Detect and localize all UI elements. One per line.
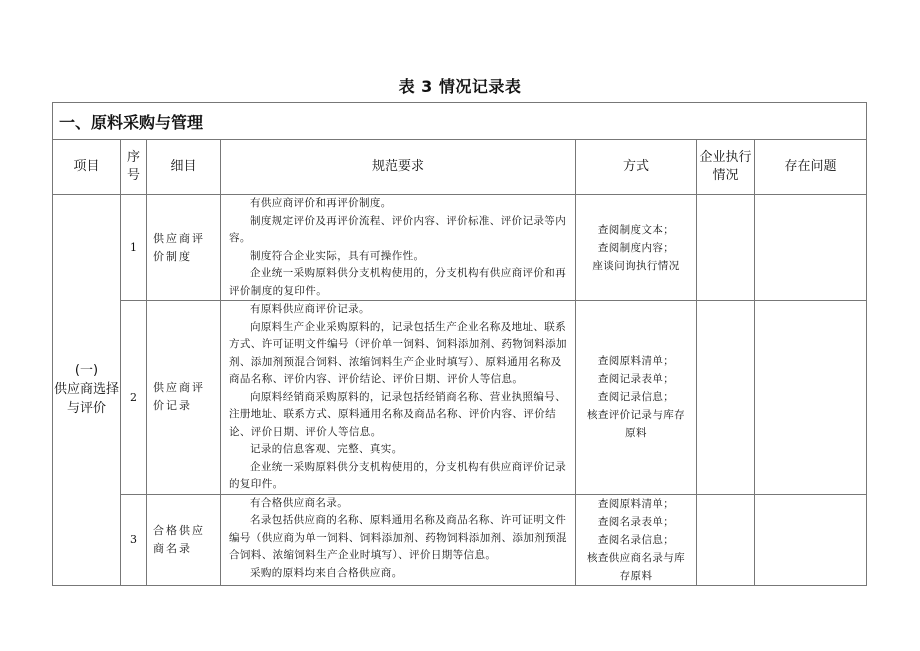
- requirement-line: 名录包括供应商的名称、原料通用名称及商品名称、许可证明文件编号（供应商为单一饲料、饲料添加剂、药物饲料添加剂、添加剂预混合饲料、浓缩饲料生产企业时填写）、评价日期等信息。: [229, 514, 567, 561]
- requirement-line: 有原料供应商评价记录。: [250, 303, 370, 315]
- table-row: [53, 301, 867, 495]
- section-heading: 一、原料采购与管理: [53, 103, 867, 140]
- row-requirements: [221, 301, 576, 495]
- requirement-line: 企业统一采购原料供分支机构使用的，分支机构有供应商评价记录的复印件。: [229, 460, 567, 490]
- row-methods: [576, 195, 697, 301]
- method-line: 查阅名录表单；: [597, 515, 675, 528]
- row-requirements: [221, 494, 576, 585]
- status-cell[interactable]: [697, 301, 755, 495]
- method-line: 原料: [625, 427, 647, 440]
- header-requirement: 规范要求: [221, 140, 576, 195]
- header-status: 企业执行情况: [697, 140, 755, 195]
- requirement-line: 向原料生产企业采购原料的，记录包括生产企业名称及地址、联系方式、许可证明文件编号（评价单一饲料、饲料添加剂、药物饲料添加剂、添加剂预混合饲料、浓缩饲料生产企业时填写）、原料通用名称及商品名称、评价内容、评价结论、评价日期、评价人等信息。: [229, 320, 567, 385]
- group-cell: [53, 195, 121, 586]
- method-line: 座谈问询执行情况: [592, 259, 680, 272]
- header-method: 方式: [576, 140, 697, 195]
- requirement-line: 有合格供应商名录。: [250, 496, 349, 509]
- header-issues: 存在问题: [755, 140, 867, 195]
- row-seq: 3: [121, 494, 147, 585]
- method-line: 核查评价记录与库存: [586, 409, 686, 422]
- status-cell[interactable]: [697, 195, 755, 301]
- row-seq: 2: [121, 301, 147, 495]
- method-line: 查阅原料清单；: [597, 497, 675, 510]
- row-methods: [576, 301, 697, 495]
- issues-cell[interactable]: [755, 301, 867, 495]
- header-seq: 序号: [121, 140, 147, 195]
- method-line: 存原料: [619, 569, 653, 582]
- header-detail: 细目: [147, 140, 221, 195]
- row-requirements: [221, 195, 576, 301]
- requirement-line: 采购的原料均来自合格供应商。: [250, 566, 403, 579]
- method-line: 查阅名录信息；: [597, 533, 675, 546]
- row-seq: 1: [121, 195, 147, 301]
- method-line: 查阅制度文本；: [597, 223, 675, 236]
- issues-cell[interactable]: [755, 494, 867, 585]
- group-number: (一): [74, 363, 99, 379]
- table-title: 表 3 情况记录表: [398, 77, 522, 96]
- method-line: 核查供应商名录与库: [586, 551, 686, 564]
- table-row: [53, 195, 867, 301]
- method-line: 查阅制度内容；: [597, 241, 675, 254]
- requirement-line: 制度规定评价及再评价流程、评价内容、评价标准、评价记录等内容。: [229, 214, 567, 244]
- requirement-line: 制度符合企业实际，具有可操作性。: [250, 249, 425, 262]
- group-name: 供应商选择与评价: [53, 382, 119, 417]
- method-line: 查阅记录表单；: [597, 373, 675, 386]
- method-line: 查阅记录信息；: [597, 391, 675, 404]
- issues-cell[interactable]: [755, 195, 867, 301]
- status-cell[interactable]: [697, 494, 755, 585]
- method-line: 查阅原料清单；: [597, 355, 675, 368]
- row-item: 供应商评价记录: [147, 301, 221, 495]
- requirement-line: 记录的信息客观、完整、真实。: [250, 443, 403, 455]
- header-project: 项目: [53, 140, 121, 195]
- requirement-line: 企业统一采购原料供分支机构使用的，分支机构有供应商评价和再评价制度的复印件。: [229, 267, 567, 297]
- row-methods: [576, 494, 697, 585]
- row-item: 合格供应商名录: [147, 494, 221, 585]
- row-item: 供应商评价制度: [147, 195, 221, 301]
- requirement-line: 向原料经销商采购原料的，记录包括经销商名称、营业执照编号、注册地址、联系方式、原料通用名称及商品名称、评价内容、评价结论、评价日期、评价人等信息。: [229, 390, 567, 438]
- table-row: [53, 494, 867, 585]
- record-table: [52, 102, 867, 586]
- requirement-line: 有供应商评价和再评价制度。: [250, 197, 392, 209]
